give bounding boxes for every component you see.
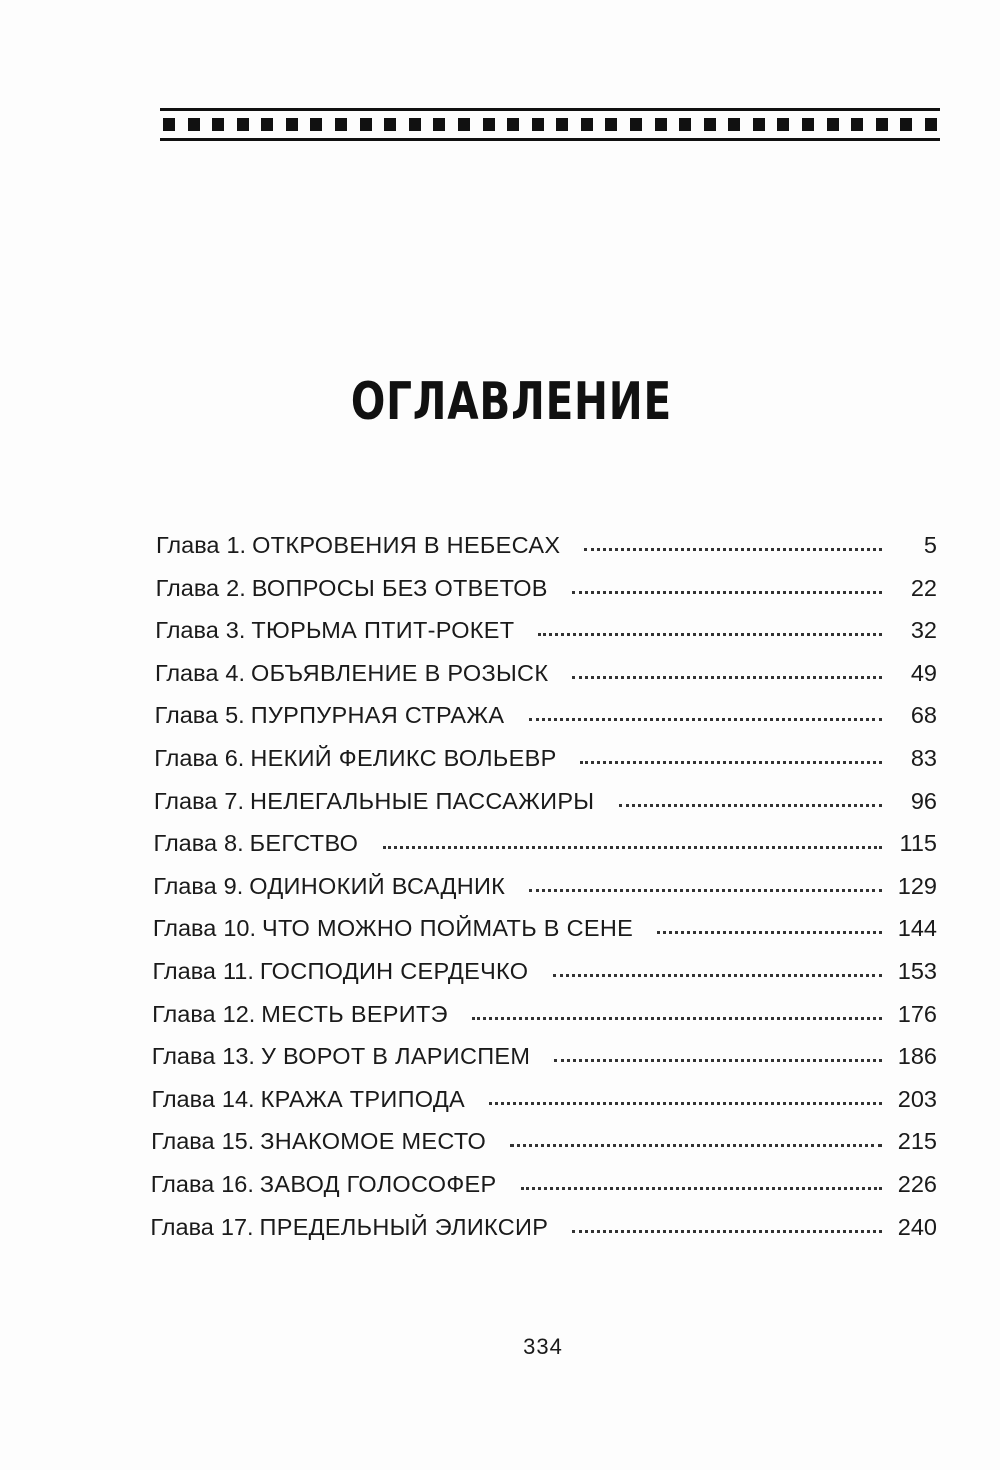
dot-leader [619, 800, 882, 807]
dot-leader [554, 1055, 882, 1062]
dot-leader [572, 672, 882, 679]
toc-entry [0, 613, 1000, 656]
toc-entry-label [153, 869, 505, 903]
dot-leader [580, 757, 882, 764]
perforation [802, 118, 814, 131]
perforation [655, 118, 667, 131]
dot-leader [529, 885, 882, 892]
toc-entry [0, 571, 1000, 614]
perforation [556, 118, 568, 131]
dot-leader [529, 714, 882, 721]
chapter-number: 4. [225, 659, 246, 686]
perforation [409, 118, 421, 131]
chapter-title: ОДИНОКИЙ ВСАДНИК [249, 872, 506, 899]
perforation [384, 118, 396, 131]
chapter-number: 12. [222, 1000, 256, 1027]
chapter-number: 16. [221, 1170, 254, 1197]
chapter-word: Глава [155, 617, 219, 644]
toc-entry-label [154, 784, 595, 818]
toc-entry-label [156, 571, 548, 605]
toc-entry-label [153, 954, 529, 988]
dot-leader [657, 927, 882, 934]
perforation [581, 118, 593, 131]
toc-entry-label [152, 1039, 530, 1073]
ornament-perforations [160, 118, 940, 131]
toc-entry-label [151, 1124, 486, 1158]
chapter-number: 14. [221, 1085, 255, 1112]
toc-entry-label [153, 911, 633, 945]
toc-entry [0, 826, 1000, 869]
chapter-word: Глава [151, 1128, 215, 1155]
dot-leader [472, 1013, 882, 1020]
chapter-title: У ВОРОТ В ЛАРИСПЕМ [260, 1043, 531, 1070]
chapter-page-number: 186 [897, 1043, 937, 1070]
chapter-word: Глава [155, 574, 220, 601]
chapter-number: 6. [224, 744, 245, 771]
chapter-page-number: 215 [897, 1128, 937, 1155]
chapter-word: Глава [153, 830, 218, 857]
chapter-title: ПУРПУРНАЯ СТРАЖА [250, 702, 505, 729]
dot-leader [489, 1098, 882, 1105]
film-strip-ornament [160, 108, 940, 141]
perforation [237, 118, 249, 131]
perforation [630, 118, 642, 131]
chapter-title: ВОПРОСЫ БЕЗ ОТВЕТОВ [251, 574, 548, 601]
toc-entry [0, 1167, 1000, 1210]
toc-entry [0, 997, 1000, 1040]
chapter-page-number: 115 [899, 830, 937, 857]
chapter-number: 3. [225, 617, 246, 644]
chapter-number: 9. [223, 872, 244, 899]
chapter-number: 17. [220, 1213, 254, 1240]
toc-entry [0, 784, 1000, 827]
toc-entry [0, 656, 1000, 699]
chapter-title: ТЮРЬМА ПТИТ-РОКЕТ [251, 617, 515, 644]
chapter-page-number: 5 [923, 532, 937, 558]
chapter-word: Глава [152, 915, 217, 942]
perforation [532, 118, 544, 131]
chapter-number: 8. [224, 830, 244, 857]
chapter-word: Глава [153, 872, 217, 899]
toc-entry [0, 698, 1000, 741]
toc-entry-label [156, 528, 560, 562]
chapter-title: НЕКИЙ ФЕЛИКС ВОЛЬЕВР [250, 744, 557, 771]
chapter-page-number: 49 [910, 659, 937, 686]
chapter-title: ПРЕДЕЛЬНЫЙ ЭЛИКСИР [259, 1213, 549, 1240]
chapter-word: Глава [150, 1170, 215, 1197]
chapter-page-number: 83 [910, 744, 937, 771]
toc-entry [0, 911, 1000, 954]
toc-entry [0, 741, 1000, 784]
dot-leader [584, 544, 882, 551]
perforation [360, 118, 372, 131]
ornament-rule-top [160, 108, 940, 111]
chapter-word: Глава [150, 1213, 214, 1240]
toc-entry-label [155, 698, 505, 732]
toc-entry-label [151, 1167, 497, 1201]
perforation [335, 118, 347, 131]
chapter-word: Глава [151, 1085, 215, 1112]
toc-entry-label [151, 1082, 465, 1116]
perforation [458, 118, 470, 131]
chapter-title: ОБЪЯВЛЕНИЕ В РОЗЫСК [251, 659, 549, 686]
perforation [777, 118, 789, 131]
toc-entry-label [155, 613, 514, 647]
page-number: 334 [523, 1334, 563, 1359]
dot-leader [572, 1226, 882, 1233]
chapter-number: 11. [222, 957, 254, 984]
chapter-page-number: 96 [910, 787, 937, 814]
toc-entry [0, 869, 1000, 912]
chapter-title: ОТКРОВЕНИЯ В НЕБЕСАХ [252, 532, 561, 558]
chapter-title: ЗАВОД ГОЛОСОФЕР [259, 1170, 497, 1197]
perforation [507, 118, 519, 131]
perforation [851, 118, 863, 131]
toc-entry-label [155, 656, 548, 690]
perforation [827, 118, 839, 131]
toc-entry [0, 1124, 1000, 1167]
chapter-page-number: 144 [897, 915, 937, 942]
chapter-word: Глава [153, 787, 218, 814]
chapter-title: ГОСПОДИН СЕРДЕЧКО [259, 957, 529, 984]
chapter-word: Глава [154, 659, 219, 686]
chapter-page-number: 32 [910, 617, 937, 644]
toc-entry [0, 1082, 1000, 1125]
chapter-title: КРАЖА ТРИПОДА [260, 1085, 466, 1112]
perforation [925, 118, 937, 131]
chapter-number: 1. [226, 532, 247, 558]
chapter-page-number: 203 [897, 1085, 937, 1112]
toc-entry-label [150, 1210, 548, 1244]
chapter-page-number: 68 [910, 702, 937, 729]
chapter-word: Глава [154, 744, 218, 771]
chapter-number: 13. [222, 1043, 255, 1070]
toc-entry-label [154, 741, 556, 775]
toc-entry [0, 1039, 1000, 1082]
chapter-page-number: 153 [897, 957, 937, 984]
toc-entry [0, 1210, 1000, 1253]
chapter-page-number: 22 [910, 574, 937, 601]
dot-leader [553, 970, 882, 977]
chapter-page-number: 240 [897, 1213, 937, 1240]
chapter-word: Глава [154, 702, 219, 729]
table-of-contents [0, 528, 1000, 1252]
chapter-title: МЕСТЬ ВЕРИТЭ [261, 1000, 448, 1027]
perforation [728, 118, 740, 131]
toc-entry-label [154, 826, 359, 860]
chapter-title: НЕЛЕГАЛЬНЫЕ ПАССАЖИРЫ [249, 787, 595, 814]
perforation [310, 118, 322, 131]
dot-leader [572, 587, 882, 594]
perforation [704, 118, 716, 131]
chapter-word: Глава [152, 1000, 216, 1027]
chapter-title: ЗНАКОМОЕ МЕСТО [260, 1128, 487, 1155]
toc-entry [0, 954, 1000, 997]
chapter-page-number: 226 [897, 1170, 937, 1197]
chapter-number: 5. [225, 702, 245, 729]
toc-entry-label [152, 997, 448, 1031]
perforation [261, 118, 273, 131]
chapter-title: ЧТО МОЖНО ПОЙМАТЬ В СЕНЕ [262, 915, 634, 942]
perforation [753, 118, 765, 131]
chapter-number: 15. [221, 1128, 255, 1155]
perforation [286, 118, 298, 131]
chapter-page-number: 129 [897, 872, 937, 899]
dot-leader [383, 842, 882, 849]
dot-leader [521, 1183, 882, 1190]
perforation [876, 118, 888, 131]
perforation [900, 118, 912, 131]
perforation [163, 118, 175, 131]
chapter-word: Глава [156, 532, 220, 558]
perforation [188, 118, 200, 131]
chapter-title: БЕГСТВО [249, 830, 359, 857]
perforation [605, 118, 617, 131]
toc-entry [0, 528, 1000, 571]
chapter-word: Глава [151, 1043, 216, 1070]
perforation [483, 118, 495, 131]
perforation [679, 118, 691, 131]
chapter-number: 7. [224, 787, 244, 814]
chapter-page-number: 176 [897, 1000, 937, 1027]
dot-leader [538, 629, 882, 636]
chapter-number: 2. [226, 574, 246, 601]
page-title: ОГЛАВЛЕНИЕ [350, 372, 672, 432]
chapter-word: Глава [152, 957, 216, 984]
perforation [212, 118, 224, 131]
perforation [433, 118, 445, 131]
chapter-number: 10. [223, 915, 256, 942]
ornament-rule-bottom [160, 138, 940, 141]
dot-leader [510, 1140, 882, 1147]
